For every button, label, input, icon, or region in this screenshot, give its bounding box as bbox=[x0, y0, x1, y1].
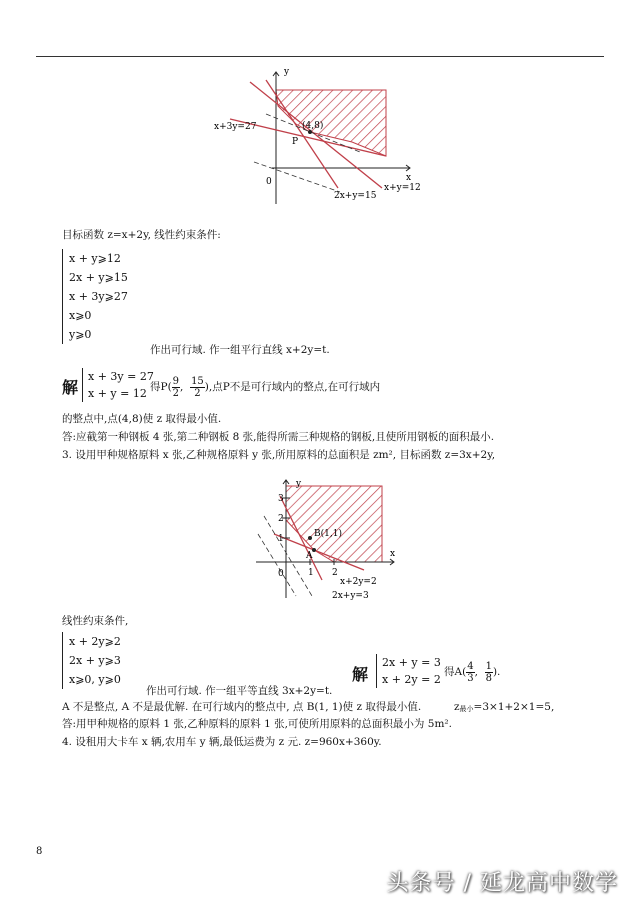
integer-point-text-2: A 不是整点, A 不是最优解. 在可行域内的整点中, 点 B(1, 1)使 z 取得最小值. bbox=[62, 701, 422, 713]
fig2-point-a: A bbox=[306, 551, 313, 561]
fig2-point-b: B(1,1) bbox=[314, 529, 342, 539]
constraint-2-1: x + 2y⩾2 bbox=[69, 635, 121, 648]
fig2-tick-y1: 1 bbox=[278, 534, 284, 544]
fig1-point-p: P bbox=[292, 137, 299, 147]
answer-text-2: 答:用甲种规格的原料 1 张,乙种原料的原料 1 张,可使所用原料的总面积最小为 5m². bbox=[62, 718, 452, 730]
page-number: 8 bbox=[36, 846, 43, 857]
solve-result-2: 得A( $\frac{4}{3}$ , $\frac{1}{8}$ ). bbox=[444, 660, 501, 684]
feasible-region-figure-2 bbox=[252, 476, 412, 602]
problem-3-text: 3. 设用甲种规格原料 x 张,乙种规格原料 y 张,所用原料的总面积是 zm², 目标函数 z=3x+2y, bbox=[62, 449, 496, 461]
constraint-system-1 bbox=[62, 249, 128, 344]
fig2-tick-x1: 1 bbox=[308, 568, 314, 578]
answer-text-1: 答:应截第一种钢板 4 张,第二种钢板 8 张,能得所需三种规格的钢板,且使所用钢板的面积最小. bbox=[62, 431, 495, 443]
action-text-2: 作出可行域. 作一组平等直线 3x+2y=t. bbox=[146, 685, 333, 697]
integer-point-text: 的整点中,点(4,8)使 z 取得最小值. bbox=[62, 413, 222, 425]
constraint-1: x + y⩾12 bbox=[69, 252, 121, 265]
fig2-origin-label: 0 bbox=[278, 569, 284, 579]
fig1-line-label-2: 2x+y=15 bbox=[334, 191, 377, 201]
constraint-2-3: x⩾0, y⩾0 bbox=[69, 673, 121, 686]
fig1-line-label-1: x+3y=27 bbox=[214, 122, 257, 132]
constraint-5: y⩾0 bbox=[69, 328, 92, 341]
constraint-system-2 bbox=[62, 632, 121, 689]
fraction-a-x: $\frac{4}{3}$ bbox=[467, 660, 474, 684]
constraint-2-2: 2x + y⩾3 bbox=[69, 654, 121, 667]
constraint-3: x + 3y⩾27 bbox=[69, 290, 128, 303]
solve-eq-1: x + 3y = 27 bbox=[88, 370, 154, 383]
constraint-title-2: 线性约束条件, bbox=[62, 615, 129, 627]
solve-eq-2: x + y = 12 bbox=[88, 387, 147, 400]
fig2-tick-y2: 2 bbox=[278, 514, 284, 524]
problem-4-text: 4. 设租用大卡车 x 辆,农用车 y 辆,最低运费为 z 元. z=960x+360y. bbox=[62, 736, 382, 748]
action-text-1: 作出可行域. 作一组平行直线 x+2y=t. bbox=[150, 344, 330, 356]
fig2-line-label-2: 2x+y=3 bbox=[332, 591, 369, 601]
constraint-2: 2x + y⩾15 bbox=[69, 271, 128, 284]
watermark: 头条号 / 延龙高中数学 bbox=[386, 871, 618, 896]
zmin-text: z最小=3×1+2×1=5, bbox=[454, 701, 555, 713]
fraction-p-x: $\frac{9}{2}$ bbox=[172, 375, 180, 399]
fraction-p-y: $\frac{15}{2}$ bbox=[191, 375, 204, 399]
fig2-x-label: x bbox=[390, 549, 396, 559]
fig2-tick-x2: 2 bbox=[332, 568, 338, 578]
solve-eq-2-1: 2x + y = 3 bbox=[382, 656, 441, 669]
fig1-point-coords: (4,8) bbox=[302, 121, 324, 131]
fig2-line-label-1: x+2y=2 bbox=[340, 577, 377, 587]
solve-eq-2-2: x + 2y = 2 bbox=[382, 673, 441, 686]
constraint-4: x⩾0 bbox=[69, 309, 92, 322]
feasible-region-figure-1 bbox=[210, 64, 430, 210]
fraction-a-y: $\frac{1}{8}$ bbox=[485, 660, 492, 684]
solve-mark-1: 解 bbox=[62, 378, 79, 397]
fig1-origin-label: 0 bbox=[266, 177, 272, 187]
solve-system-1 bbox=[82, 368, 154, 402]
objective-text: 目标函数 z=x+2y, 线性约束条件: bbox=[62, 229, 221, 241]
header-rule bbox=[36, 56, 604, 57]
fig2-tick-y3: 3 bbox=[278, 494, 284, 504]
fig1-line-label-3: x+y=12 bbox=[384, 183, 421, 193]
fig1-x-label: x bbox=[406, 173, 412, 183]
solve-result-1: 得P( $\frac{9}{2}$ , $\frac{15}{2}$ ),点P不是可行域内的整点,在可行域内 bbox=[150, 375, 381, 399]
solve-system-2 bbox=[376, 654, 441, 688]
fig1-y-label: y bbox=[284, 67, 290, 77]
fig2-y-label: y bbox=[296, 479, 302, 489]
solve-mark-2: 解 bbox=[352, 665, 369, 684]
